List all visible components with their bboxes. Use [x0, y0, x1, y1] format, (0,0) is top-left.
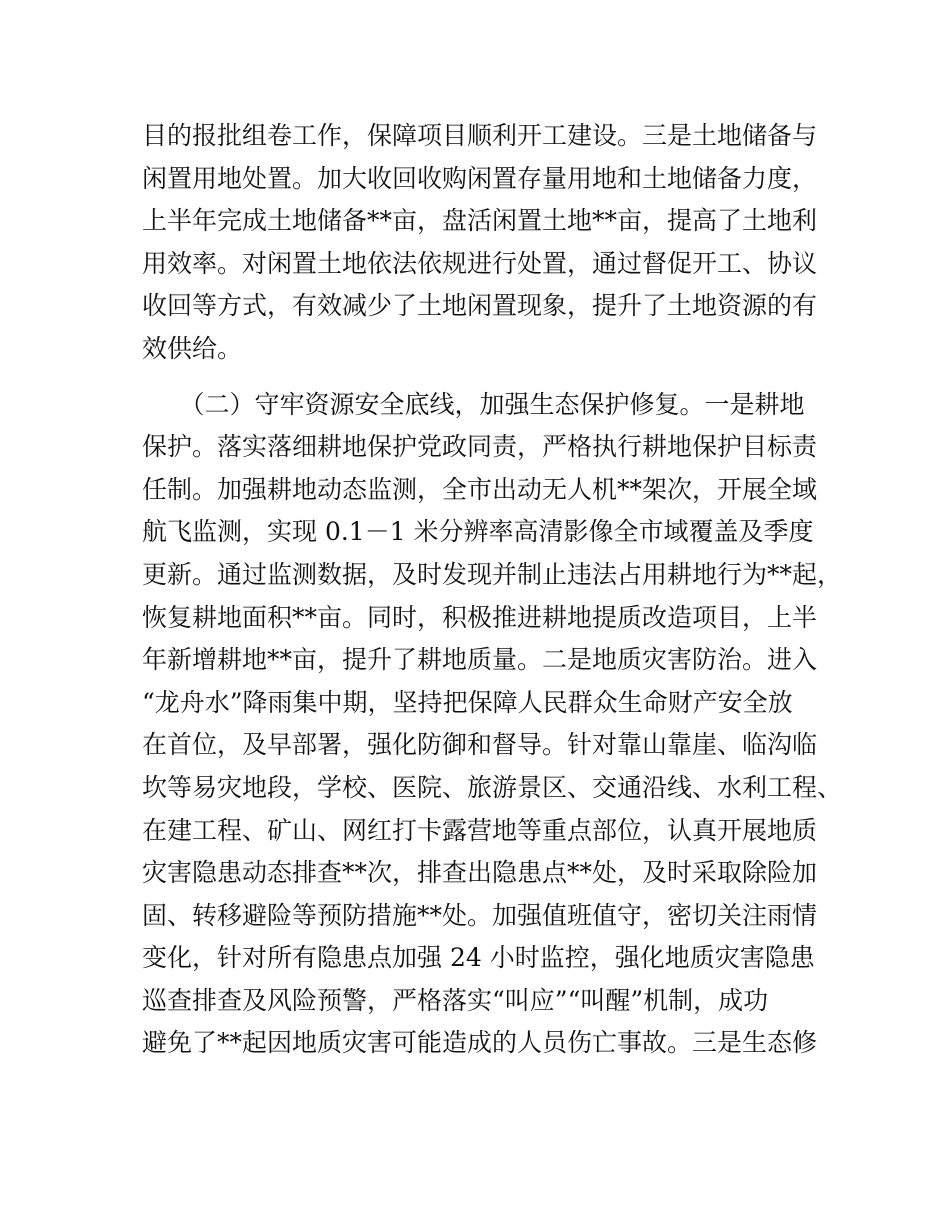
- text-line: 更新。通过监测数据，及时发现并制止违法占用耕地行为**起，: [142, 559, 843, 589]
- text-line: 收回等方式，有效减少了土地闲置现象，提升了土地资源的有: [142, 291, 818, 321]
- text-line: 闲置用地处置。加大收回收购闲置存量用地和土地储备力度，: [142, 163, 818, 193]
- paragraph-1: [142, 115, 822, 371]
- text-line: 恢复耕地面积**亩。同时，积极推进耕地提质改造项目，上半: [142, 602, 818, 632]
- text-line: 目的报批组卷工作，保障项目顺利开工建设。三是土地储备与: [142, 121, 818, 150]
- paragraph-2: [142, 384, 843, 1066]
- paragraph-spacing: [142, 371, 822, 384]
- text-line: 效供给。: [142, 333, 243, 363]
- text-line: “龙舟水”降雨集中期，坚持把保障人民群众生命财产安全放: [142, 687, 793, 717]
- text-line: 固、转移避险等预防措施**处。加强值班值守，密切关注雨情: [142, 900, 818, 930]
- body-text: [142, 115, 843, 1065]
- text-line: 在建工程、矿山、网红打卡露营地等重点部位，认真开展地质: [142, 815, 818, 845]
- text-line: （二）守牢资源安全底线，加强生态保护修复。一是耕地: [142, 389, 805, 419]
- text-line: 用效率。对闲置土地依法依规进行处置，通过督促开工、协议: [142, 248, 818, 278]
- text-line: 避免了**起因地质灾害可能造成的人员伤亡事故。三是生态修: [142, 1028, 818, 1058]
- text-line: 灾害隐患动态排查**次，排查出隐患点**处，及时采取除险加: [142, 858, 818, 888]
- text-line: 航飞监测，实现 0.1－1 米分辨率高清影像全市域覆盖及季度: [142, 517, 814, 547]
- text-line: 巡查排查及风险预警，严格落实“叫应”“叫醒”机制，成功: [142, 985, 769, 1015]
- text-line: 保护。落实落细耕地保护党政同责，严格执行耕地保护目标责: [142, 432, 818, 462]
- text-line: 任制。加强耕地动态监测，全市出动无人机**架次，开展全域: [142, 474, 818, 504]
- text-line: 坎等易灾地段，学校、医院、旅游景区、交通沿线、水利工程、: [142, 772, 843, 802]
- text-line: 年新增耕地**亩，提升了耕地质量。二是地质灾害防治。进入: [142, 645, 818, 675]
- text-line: 上半年完成土地储备**亩，盘活闲置土地**亩，提高了土地利: [142, 206, 818, 236]
- text-line: 在首位，及早部署，强化防御和督导。针对靠山靠崖、临沟临: [142, 730, 818, 760]
- text-line: 变化，针对所有隐患点加强 24 小时监控，强化地质灾害隐患: [142, 943, 815, 973]
